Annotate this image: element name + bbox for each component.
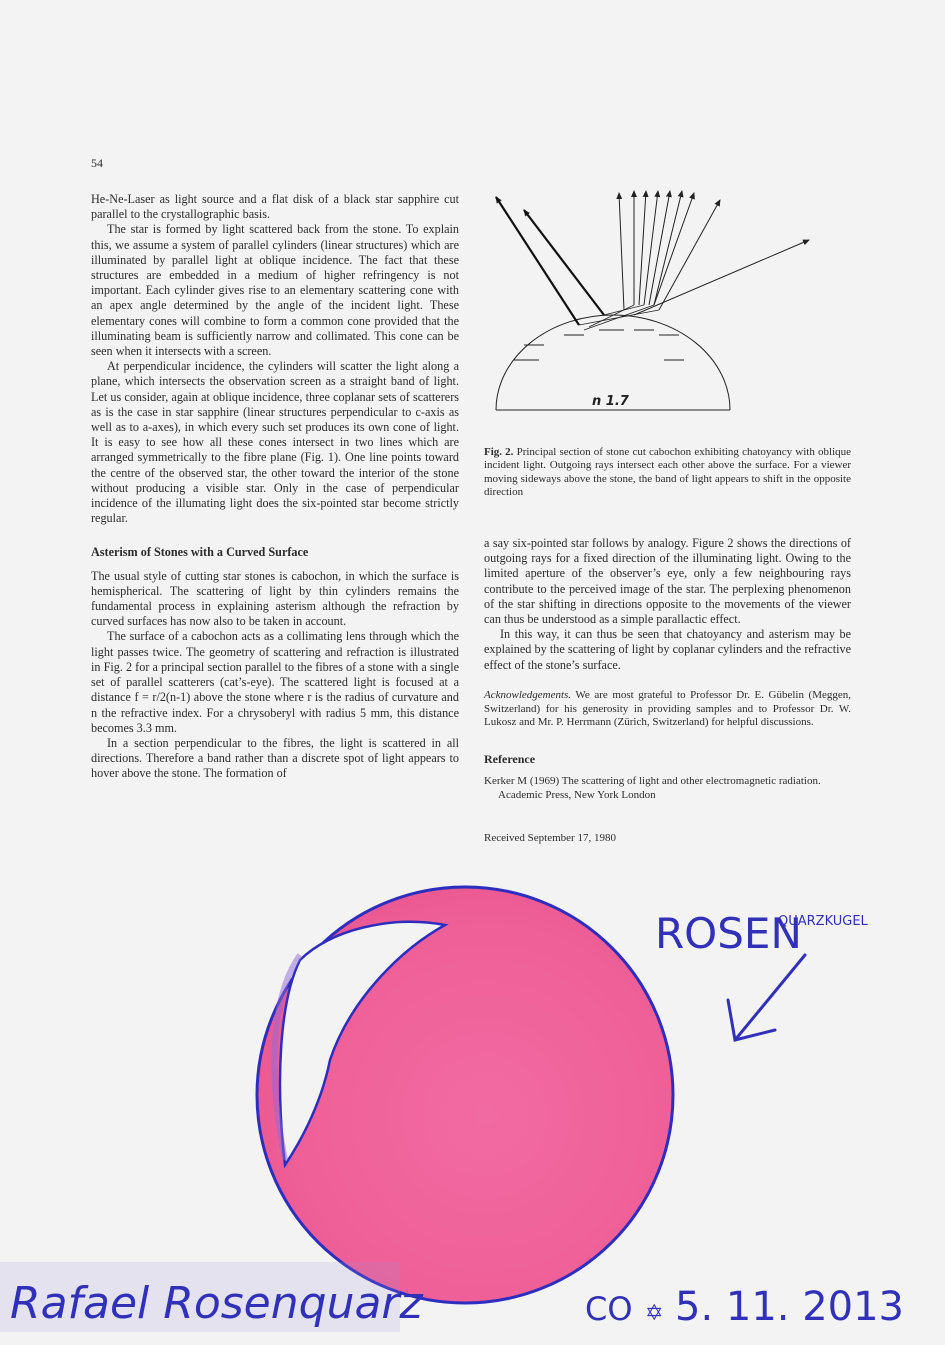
page-number: 54	[91, 156, 103, 170]
paragraph: a say six-pointed star follows by analogy. Figure 2 shows the directions of outgoing rays for a fixed direction of the illuminating light. Owing to the limited aperture of the observer’s eye, only a few neighbouring rays contribute to the perceived image of the star. The perplexing phenomenon of the star shifting in directions opposite to the movements of the viewer can thus be understood as a simple parallactic effect.	[484, 536, 851, 627]
paragraph: The surface of a cabochon acts as a collimating lens through which the light passes twice. The geometry of scattering and refraction is illustrated in Fig. 2 for a principal section parallel to the fibres of a stone with a single set of parallel scatterers (cat’s-eye). The scattered light is focused at a distance f = r/2(n-1) above the stone where r is the radius of curvature and n the refractive index. For a chrysoberyl with radius 5 mm, this distance becomes 3.3 mm.	[91, 629, 459, 735]
paragraph: In a section perpendicular to the fibres, the light is scattered in all directions. Therefore a band rather than a discrete spot of light appears to hover above the stone. The formation of	[91, 735, 459, 781]
paragraph: The usual style of cutting star stones is cabochon, in which the surface is hemispherical. The scattering of light by thin cylinders remains the fundamental process in explaining asterism although the refraction by curved surfaces has now also to be taken in account.	[91, 568, 459, 629]
signature-date: 5. 11. 2013	[675, 1284, 905, 1330]
star-icon: ✡	[645, 1301, 664, 1326]
reference-entry: Kerker M (1969) The scattering of light and other electromagnetic radiation. Academic Press, New York London	[484, 775, 821, 802]
acknowledgements-text: We are most grateful to Professor Dr. E. Gübelin (Meggen, Switzerland) for his generosity in providing samples and to Professor Dr. W. Lukosz and Mr. P. Herrmann (Zürich, Switzerland) for helpful discussions.	[484, 688, 851, 729]
refractive-index-label: n 1.7	[592, 394, 629, 409]
caption-label: Fig. 2.	[484, 446, 514, 458]
arrow-icon	[728, 955, 805, 1040]
reference-heading: Reference	[484, 752, 536, 767]
paragraph: In this way, it can thus be seen that chatoyancy and asterism may be explained by the scattering of light by coplanar cylinders and the refractive effect of the stone’s surface.	[484, 627, 851, 672]
paragraph: At perpendicular incidence, the cylinders will scatter the light along a plane, which intersects the observation screen as a straight band of light. Let us consider, again at oblique incidence, three coplanar sets of scatterers as is the case in star sapphire (linear structures perpendicular to c-axis as well as to a-axes), in which every such set produces its own cone of light. It is easy to see how all these cones intersect in two lines which are arranged symmetrically to the fibre plane (Fig. 1). One line points toward the centre of the observed star, the other toward the interior of the stone without producing a visible star. Only in the case of perpendicular incidence of the illumating light does the six-pointed star become strictly regular.	[91, 359, 459, 526]
section-heading: Asterism of Stones with a Curved Surface	[91, 545, 309, 560]
acknowledgements-label: Acknowledgements.	[484, 688, 572, 701]
signature: Rafael Rosenquarz	[10, 1278, 423, 1329]
received-date: Received September 17, 1980	[484, 832, 616, 845]
caption-text: Principal section of stone cut cabochon exhibiting chatoyancy with oblique incident light. Outgoing rays intersect each other above the surface. For a viewer moving sideways above the stone, the band of light appears to shift in the opposite direction	[484, 446, 852, 499]
paragraph: The star is formed by light scattered back from the stone. To explain this, we assume a system of parallel cylinders (linear structures) which are illuminated by parallel light at oblique incidence. The fact that these structures are embedded in a medium of higher refringency is not important. Each cylinder gives rise to an elementary scattering cone with an apex angle determined by the angle of the incident light. These elementary cones will combine to form a common cone provided that the illuminating beam is sufficiently narrow and collimated. This cone can be seen when it intersects with a screen.	[91, 222, 459, 359]
rosen-label: ROSEN	[655, 909, 802, 958]
quarzkugel-label: QUARZKUGEL	[778, 914, 868, 929]
co-initials: CO	[585, 1290, 633, 1328]
paragraph: He-Ne-Laser as light source and a flat disk of a black star sapphire cut parallel to the crystallographic basis.	[91, 192, 459, 222]
